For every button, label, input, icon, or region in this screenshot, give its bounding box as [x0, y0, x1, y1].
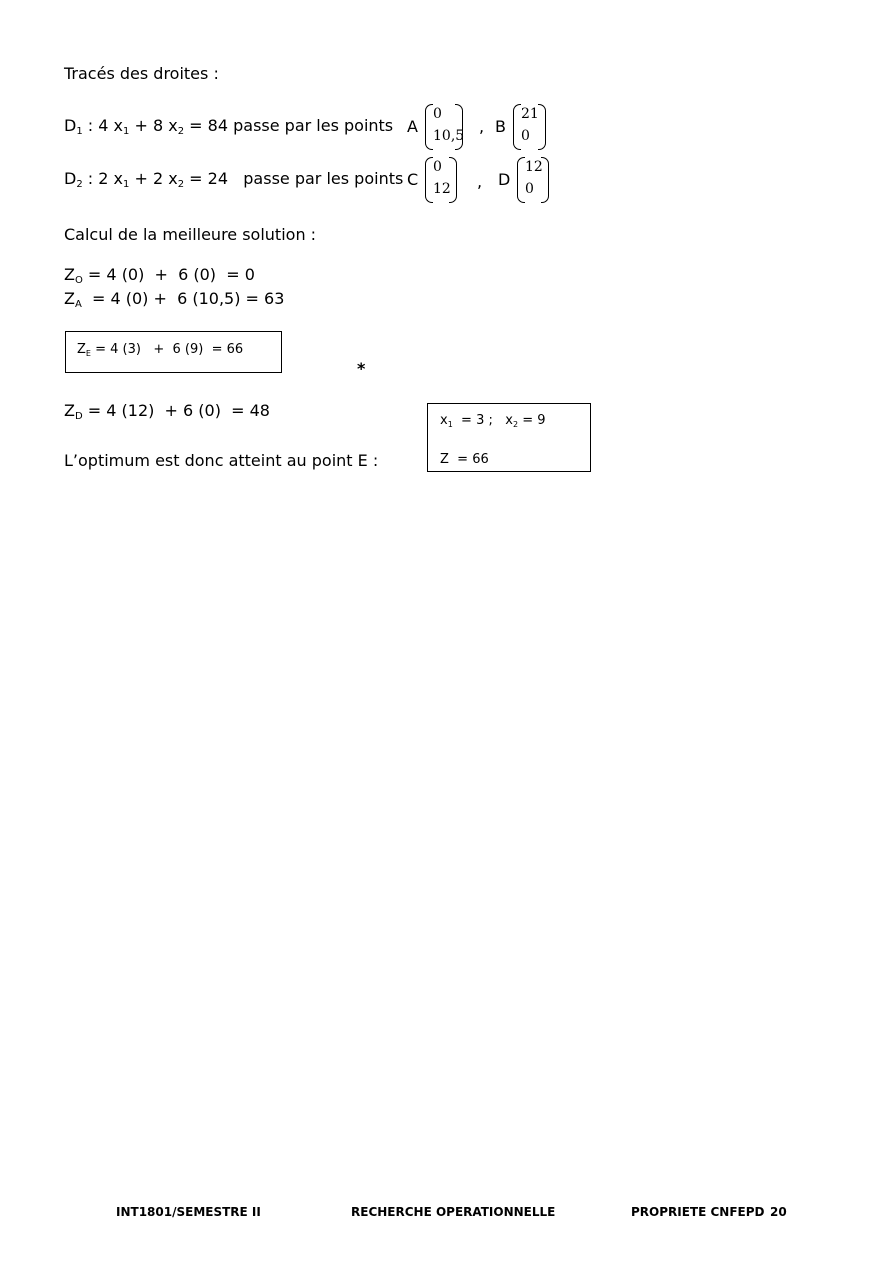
footer-title: RECHERCHE OPERATIONNELLE	[351, 1205, 556, 1219]
d1-label-sub: 1	[76, 126, 83, 137]
d1-label: D	[64, 116, 77, 135]
vector-c-top: 0	[433, 159, 442, 175]
vector-b-bottom: 0	[521, 128, 530, 144]
vector-b	[513, 104, 546, 150]
vector-c-bottom: 12	[433, 181, 451, 197]
vector-a-top: 0	[433, 106, 442, 122]
x1-symbol: x	[440, 413, 448, 428]
d2-eq-part: : 2 x	[87, 169, 124, 188]
heading-calcul: Calcul de la meilleure solution :	[64, 225, 317, 244]
vector-a	[425, 104, 463, 150]
z-o-line	[64, 265, 255, 285]
z-d-expr: = 4 (12) + 6 (0) = 48	[82, 401, 270, 420]
z-symbol: Z	[77, 342, 86, 357]
d1-eq-part: = 84 passe par les points	[184, 116, 394, 135]
z-symbol: Z	[64, 265, 75, 284]
d2-equation	[64, 169, 403, 189]
point-c-label: C	[407, 170, 419, 189]
optimum-text: L’optimum est donc atteint au point E :	[64, 451, 379, 470]
solution-x-line	[440, 413, 546, 428]
z-a-line	[64, 289, 284, 309]
point-b-label: B	[495, 117, 506, 136]
z-sub: A	[74, 299, 82, 310]
d1-eq-part: + 8 x	[129, 116, 178, 135]
z-e-expr: = 4 (3) + 6 (9) = 66	[90, 342, 244, 357]
d2-label: D	[64, 169, 77, 188]
d2-eq-part: = 24 passe par les points	[184, 169, 404, 188]
z-sub: E	[85, 349, 91, 358]
vector-d	[517, 157, 549, 203]
d1-eq-sub: 2	[177, 126, 185, 137]
x2-sub: 2	[512, 420, 519, 429]
z-sub: D	[74, 411, 83, 422]
solution-box	[427, 403, 591, 472]
d2-eq-sub: 2	[177, 179, 185, 190]
vector-a-bottom: 10,5	[433, 128, 465, 144]
page-number: 20	[770, 1205, 787, 1219]
vector-c	[425, 157, 457, 203]
footer-course-code: INT1801/SEMESTRE II	[116, 1205, 261, 1219]
z-a-expr: = 4 (0) + 6 (10,5) = 63	[81, 289, 285, 308]
separator: ,	[479, 117, 485, 136]
vector-d-bottom: 0	[525, 181, 534, 197]
z-e-line	[77, 342, 243, 357]
z-symbol: Z	[64, 401, 75, 420]
x1-sub: 1	[447, 420, 453, 429]
d1-eq-part: : 4 x	[87, 116, 124, 135]
z-symbol: Z	[64, 289, 75, 308]
z-sub: O	[74, 275, 83, 286]
separator: ,	[477, 172, 483, 191]
z-e-box	[65, 331, 282, 373]
d2-eq-part: + 2 x	[129, 169, 178, 188]
footer-owner: PROPRIETE CNFEPD	[631, 1205, 765, 1219]
vector-b-top: 21	[521, 106, 539, 122]
z-d-line	[64, 401, 270, 421]
star-mark: *	[357, 359, 366, 378]
x2-symbol: x	[505, 413, 513, 428]
x1-value: = 3 ;	[452, 413, 506, 428]
point-d-label: D	[498, 170, 511, 189]
vector-d-top: 12	[525, 159, 543, 175]
d2-eq-sub: 1	[123, 179, 130, 190]
d1-equation	[64, 116, 393, 136]
z-o-expr: = 4 (0) + 6 (0) = 0	[82, 265, 255, 284]
d1-eq-sub: 1	[123, 126, 130, 137]
d2-label-sub: 2	[76, 179, 83, 190]
x2-value: = 9	[518, 413, 546, 428]
heading-traces: Tracés des droites :	[64, 64, 219, 83]
solution-z-line: Z = 66	[440, 452, 489, 467]
point-a-label: A	[407, 117, 418, 136]
